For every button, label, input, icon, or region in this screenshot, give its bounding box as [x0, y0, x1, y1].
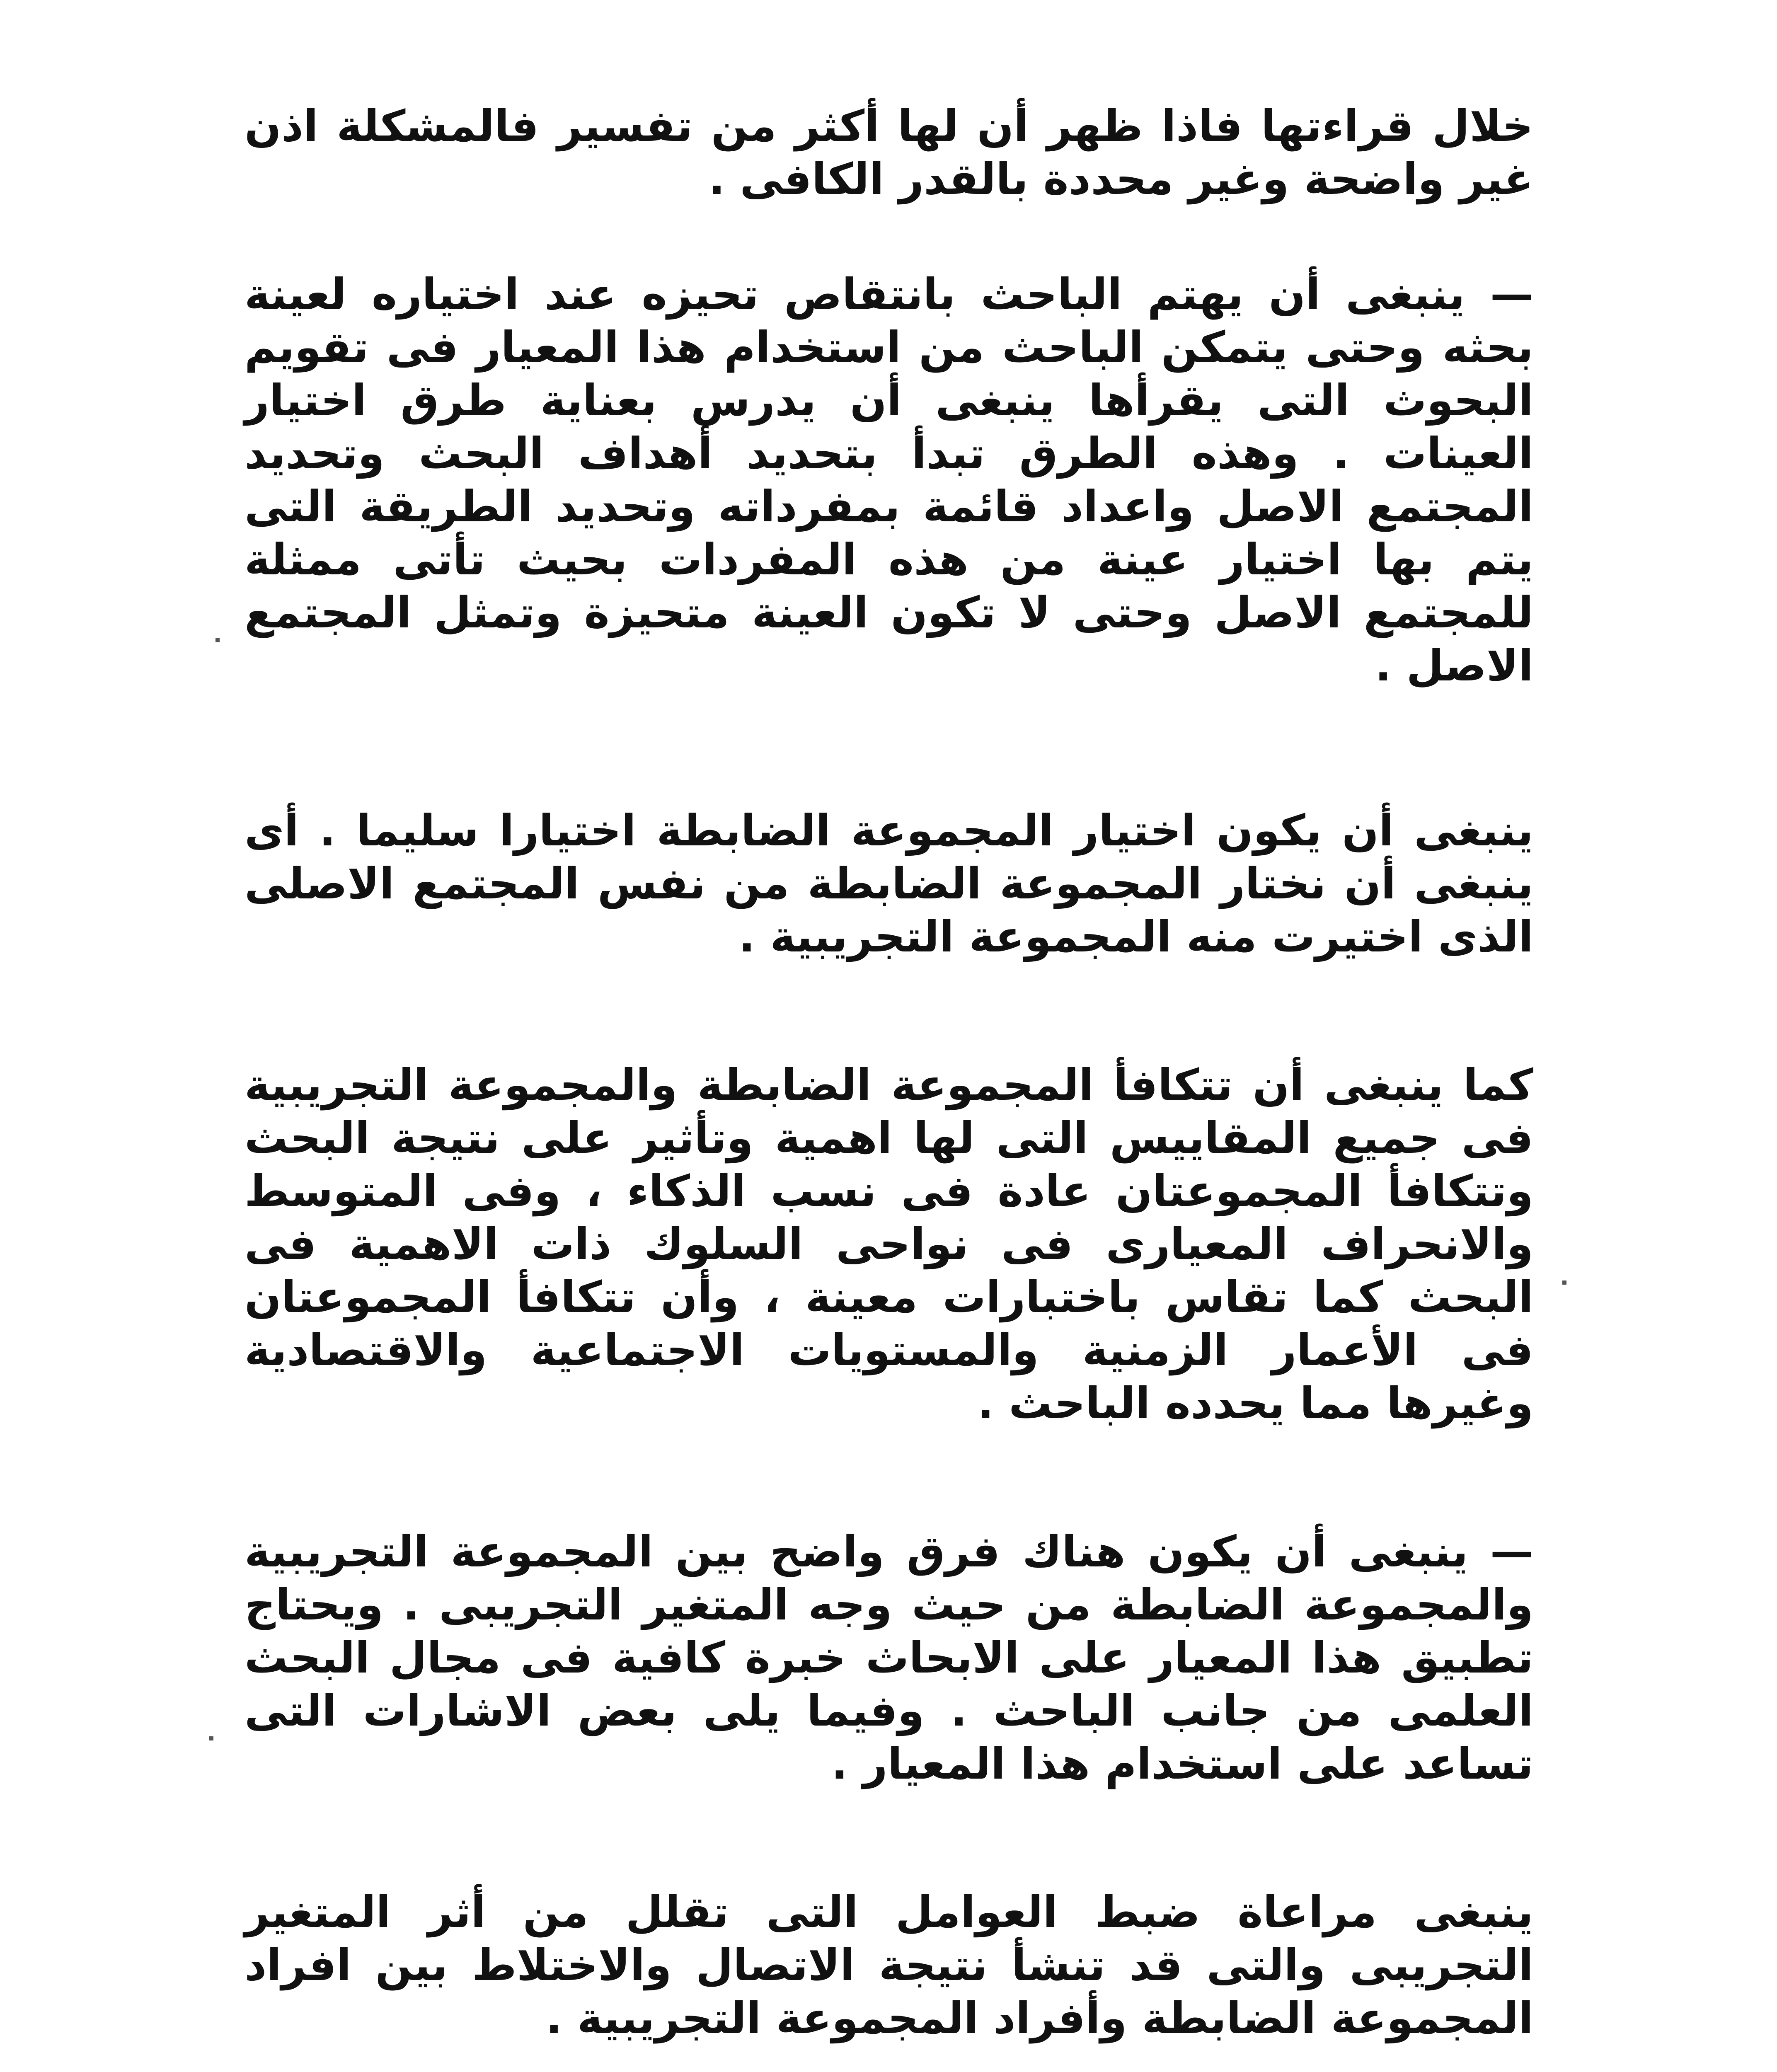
scan-speck: [215, 638, 220, 642]
paragraph-1: خلال قراءتها فاذا ظهر أن لها أكثر من تفسير فالمشكلة اذن غير واضحة وغير محددة بالقدر الكافى .: [245, 101, 1533, 204]
paragraph-gap: [245, 1430, 1533, 1525]
paragraph-gap: [245, 1790, 1533, 1886]
paragraph-gap: [245, 2045, 1533, 2072]
paragraph-3: ينبغى أن يكون اختيار المجموعة الضابطة اختيارا سليما . أى ينبغى أن نختار المجموعة الضابطة من نفس المجتمع الاصلى الذى اختيرت منه المجموعة التجريبية .: [245, 805, 1533, 962]
paragraph-4: كما ينبغى أن تتكافأ المجموعة الضابطة والمجموعة التجريبية فى جميع المقاييس التى لها اهمية وتأثير على نتيجة البحث وتتكافأ المجموعتان عادة فى نسب الذكاء ، وفى المتوسط والانحراف المعيارى فى نواحى السلوك ذات الاهمية فى البحث كما تقاس باختبارات معينة ، وأن تتكافأ المجموعتان فى الأعمار الزمنية والمستويات الاجتماعية والاقتصادية وغيرها مما يحدده الباحث .: [245, 1060, 1533, 1428]
body-text: [245, 99, 1533, 2072]
paragraph-2: — ينبغى أن يهتم الباحث بانتقاص تحيزه عند اختياره لعينة بحثه وحتى يتمكن الباحث من استخدام هذا المعيار فى تقويم البحوث التى يقرأها ينبغى أن يدرس بعناية طرق اختيار العينات . وهذه الطرق تبدأ بتحديد أهداف البحث وتحديد المجتمع الاصل واعداد قائمة بمفرداته وتحديد الطريقة التى يتم بها اختيار عينة من هذه المفردات بحيث تأتى ممثلة للمجتمع الاصل وحتى لا تكون العينة متحيزة وتمثل المجتمع الاصل .: [245, 269, 1533, 691]
paragraph-gap: [245, 206, 1533, 268]
paragraph-5: — ينبغى أن يكون هناك فرق واضح بين المجموعة التجريبية والمجموعة الضابطة من حيث وجه المتغير التجريبى . ويحتاج تطبيق هذا المعيار على الابحاث خبرة كافية فى مجال البحث العلمى من جانب الباحث . وفيما يلى بعض الاشارات التى تساعد على استخدام هذا المعيار .: [245, 1526, 1533, 1789]
paragraph-gap: [245, 692, 1533, 804]
paragraph-gap: [245, 963, 1533, 1058]
scan-speck: [209, 1736, 213, 1740]
scan-speck: [1562, 1280, 1566, 1285]
paragraph-6: ينبغى مراعاة ضبط العوامل التى تقلل من أثر المتغير التجريبى والتى قد تنشأ نتيجة الاتصال والاختلاط بين افراد المجموعة الضابطة وأفراد المجموعة التجريبية .: [245, 1887, 1533, 2043]
